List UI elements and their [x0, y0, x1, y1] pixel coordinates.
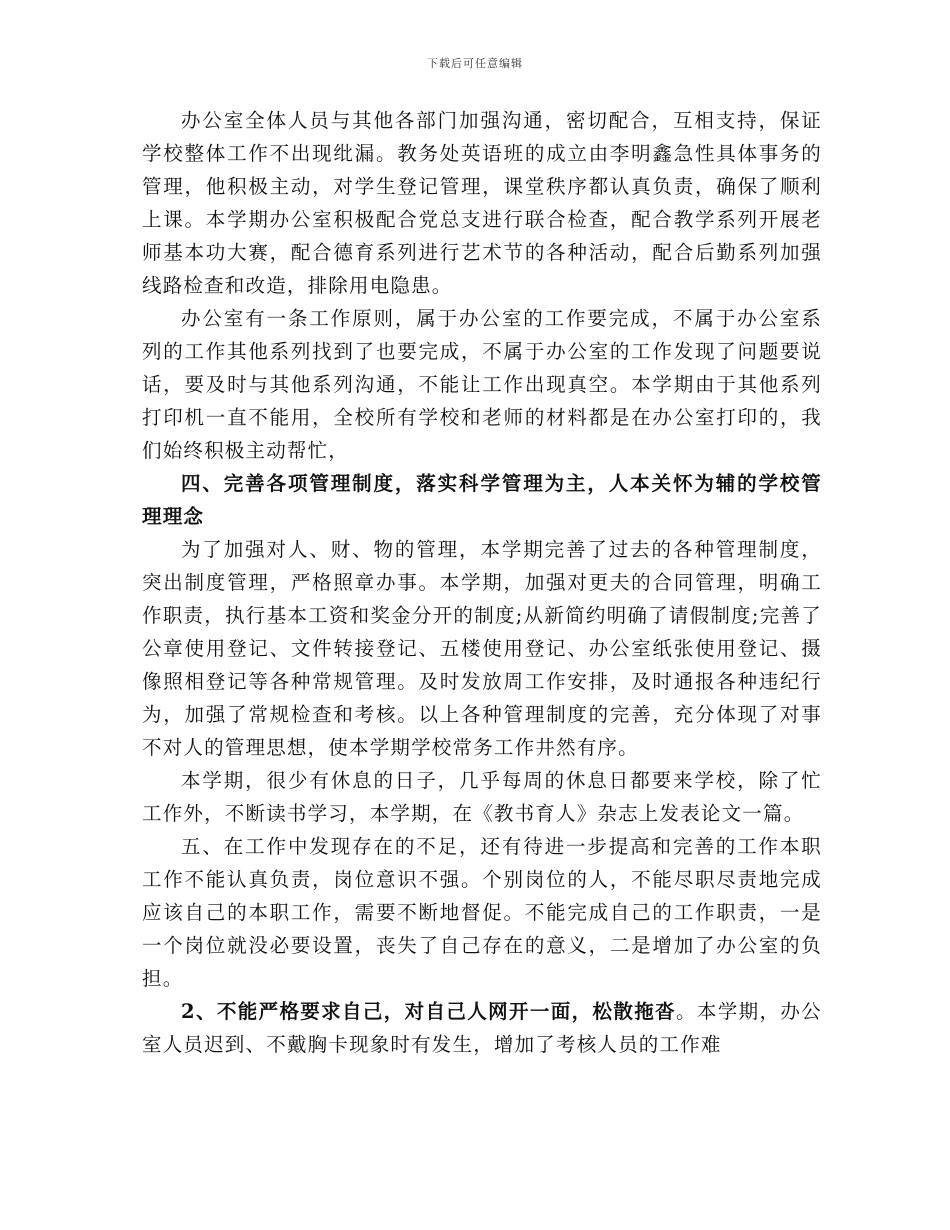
paragraph-study: 本学期，很少有休息的日子，几乎每周的休息日都要来学校，除了忙工作外，不断读书学习，本学期，在《教书育人》杂志上发表论文一篇。 — [142, 769, 822, 825]
document-body — [142, 104, 822, 1061]
paragraph-management-system: 为了加强对人、财、物的管理，本学期完善了过去的各种管理制度，突出制度管理，严格照章办事。本学期，加强对更夫的合同管理，明确工作职责，执行基本工资和奖金分开的制度;从新简约明确了请假制度;完善了公章使用登记、文件转接登记、五楼使用登记、办公室纸张使用登记、摄像照相登记等各种常规管理。及时发放周工作安排，及时通报各种违纪行为，加强了常规检查和考核。以上各种管理制度的完善，充分体现了对事不对人的管理思想，使本学期学校常务工作井然有序。 — [142, 538, 822, 759]
paragraph-work-principle: 办公室有一条工作原则，属于办公室的工作要完成，不属于办公室系列的工作其他系列找到了也要完成，不属于办公室的工作发现了问题要说话，要及时与其他系列沟通，不能让工作出现真空。本学期由于其他系列打印机一直不能用，全校所有学校和老师的材料都是在办公室打印的，我们始终积极主动帮忙， — [142, 307, 822, 462]
paragraph-discipline-lead: 2、不能严格要求自己，对自己人网开一面，松散拖沓 — [181, 1000, 677, 1023]
paragraph-cooperation: 办公室全体人员与其他各部门加强沟通，密切配合，互相支持，保证学校整体工作不出现纰漏。教务处英语班的成立由李明鑫急性具体事务的管理，他积极主动，对学生登记管理，课堂秩序都认真负责，确保了顺利上课。本学期办公室积极配合党总支进行联合检查，配合教学系列开展老师基本功大赛，配合德育系列进行艺术节的各种活动，配合后勤系列加强线路检查和改造，排除用电隐患。 — [142, 109, 822, 297]
paragraph-discipline-rest: 。本学期，办公室人员迟到、不戴胸卡现象时有发生，增加了考核人员的工作难 — [142, 1000, 822, 1056]
page-header-note: 下载后可任意编辑 — [427, 57, 523, 70]
paragraph-shortcomings: 五、在工作中发现存在的不足，还有待进一步提高和完善的工作本职工作不能认真负责，岗位意识不强。个别岗位的人，不能尽职尽责地完成应该自己的本职工作，需要不断地督促。不能完成自己的工作职责，一是一个岗位就没必要设置，丧失了自己存在的意义，二是增加了办公室的负担。 — [142, 835, 822, 990]
section-heading-4: 四、完善各项管理制度，落实科学管理为主，人本关怀为辅的学校管理理念 — [142, 472, 822, 528]
paragraph-discipline — [142, 995, 822, 1061]
